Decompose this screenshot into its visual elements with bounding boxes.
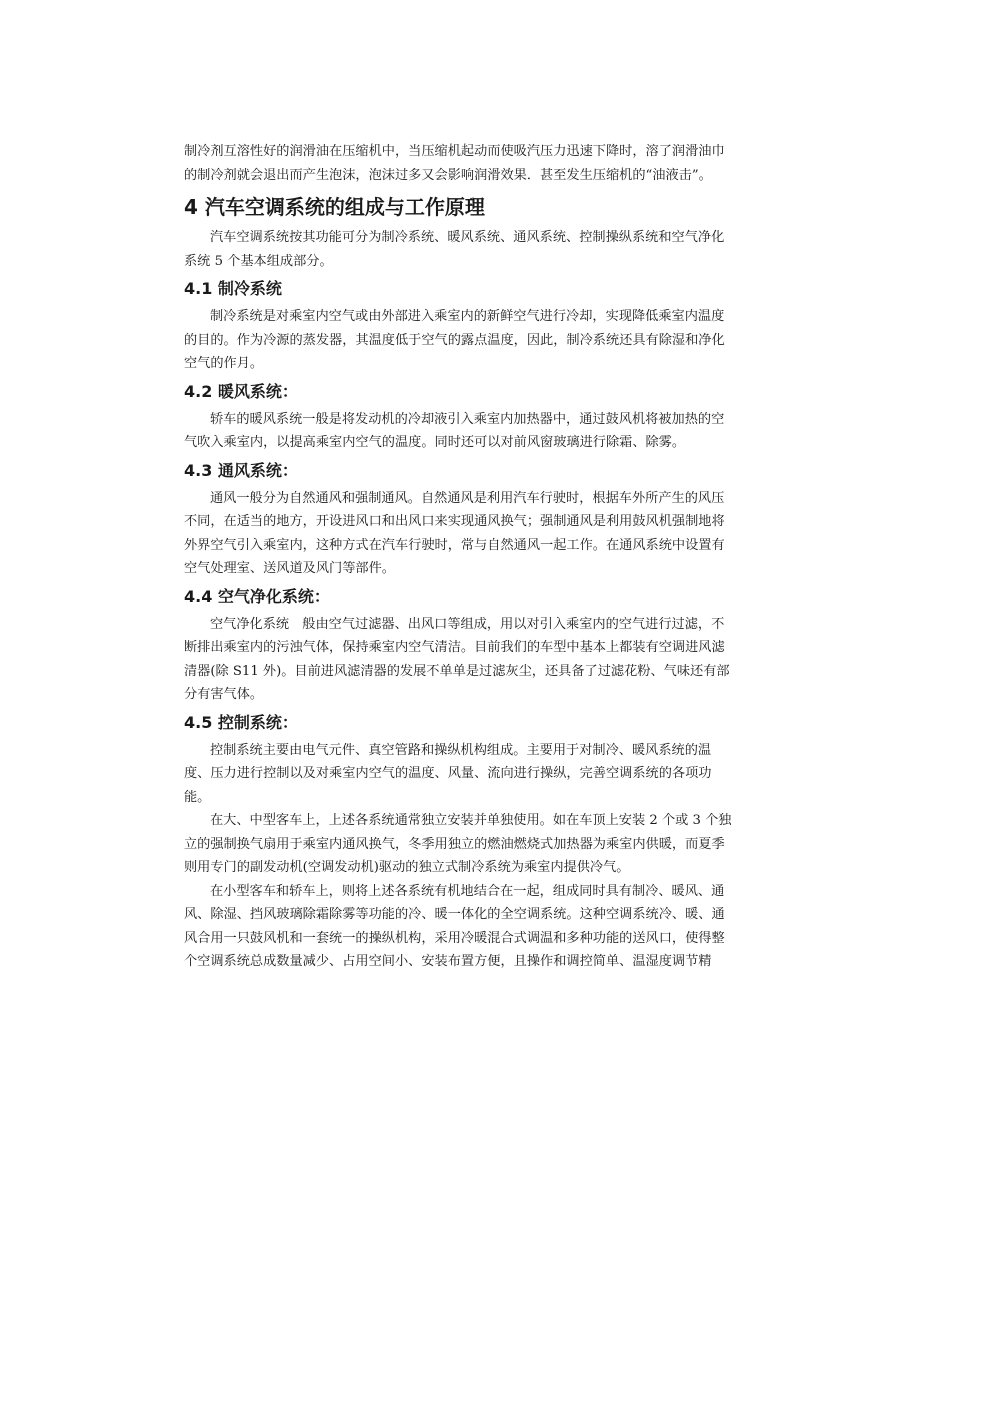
text-line: 控制系统主要由电气元件、真空管路和操纵机构组成。主要用于对制冷、暖风系统的温 xyxy=(210,742,712,758)
section-4-2-heading: 4.2 暖风系统： xyxy=(184,381,298,401)
text-line: 的制冷剂就会退出而产生泡沫，泡沫过多又会影响润滑效果．甚至发生压缩机的“油液击”。 xyxy=(184,167,712,183)
section-4-heading: 4 汽车空调系统的组成与工作原理 xyxy=(184,195,485,219)
text-line: 风合用一只鼓风机和一套统一的操纵机构，采用冷暖混合式调温和多种功能的送风口，使得整 xyxy=(184,930,725,946)
text-line: 风、除湿、挡风玻璃除霜除雾等功能的冷、暖一体化的全空调系统。这种空调系统冷、暖、通 xyxy=(184,907,725,922)
section-4-5-paragraph-1 xyxy=(184,739,758,810)
text-line: 空气的作月。 xyxy=(184,356,264,371)
section-4-3-heading: 4.3 通风系统： xyxy=(184,460,298,480)
text-line: 通风一般分为自然通风和强制通风。自然通风是利用汽车行驶时，根据车外所产生的风压 xyxy=(210,490,725,506)
section-4-4-paragraph xyxy=(184,613,758,707)
section-4-1-paragraph xyxy=(184,305,758,376)
text-line: 轿车的暖风系统一般是将发动机的冷却液引入乘室内加热器中，通过鼓风机将被加热的空 xyxy=(210,411,725,427)
text-line: 空气净化系统 般由空气过滤器、出风口等组成，用以对引入乘室内的空气进行过滤，不 xyxy=(210,616,725,632)
text-line: 在大、中型客车上，上述各系统通常独立安装并单独使用。如在车顶上安装 2 个或 3 个独 xyxy=(210,813,732,828)
text-line: 则用专门的副发动机(空调发动机)驱动的独立式制冷系统为乘室内提供冷气。 xyxy=(184,860,630,875)
text-line: 外界空气引入乘室内，这种方式在汽车行驶时，常与自然通风一起工作。在通风系统中设置有 xyxy=(184,537,725,553)
section-4-3-paragraph xyxy=(184,487,758,581)
intro-paragraph xyxy=(184,140,758,187)
text-line: 断排出乘室内的污浊气体，保持乘室内空气清洁。目前我们的车型中基本上都装有空调进风滤 xyxy=(184,640,725,655)
text-line: 气吹入乘室内，以提高乘室内空气的温度。同时还可以对前风窗玻璃进行除霜、除雾。 xyxy=(184,435,686,450)
text-line: 分有害气体。 xyxy=(184,687,264,702)
text-line: 清器(除 S11 外)。目前进风滤清器的发展不单单是过滤灰尘，还具备了过滤花粉、气味还有部 xyxy=(184,663,730,679)
section-4-4-heading: 4.4 空气净化系统： xyxy=(184,586,330,606)
section-4-paragraph xyxy=(184,226,758,273)
section-4-1-heading: 4.1 制冷系统 xyxy=(184,279,282,298)
section-4-5-paragraph-2 xyxy=(184,809,758,880)
text-line: 不同，在适当的地方，开设进风口和出风口来实现通风换气；强制通风是利用鼓风机强制地将 xyxy=(184,514,725,529)
text-line: 的目的。作为冷源的蒸发器，其温度低于空气的露点温度，因此，制冷系统还具有除湿和净化 xyxy=(184,332,725,348)
text-line: 系统 5 个基本组成部分。 xyxy=(184,253,333,269)
text-line: 制冷剂互溶性好的润滑油在压缩机中，当压缩机起动而使吸汽压力迅速下降时，溶了润滑油巾 xyxy=(184,144,725,159)
text-line: 在小型客车和轿车上，则将上述各系统有机地结合在一起，组成同时具有制冷、暖风、通 xyxy=(210,883,725,899)
section-4-2-paragraph xyxy=(184,408,758,455)
text-line: 能。 xyxy=(184,789,211,805)
text-line: 立的强制换气扇用于乘室内通风换气，冬季用独立的燃油燃烧式加热器为乘室内供暖，而夏季 xyxy=(184,836,725,852)
text-line: 度、压力进行控制以及对乘室内空气的温度、风量、流向进行操纵，完善空调系统的各项功 xyxy=(184,766,712,781)
text-line: 个空调系统总成数量减少、占用空间小、安装布置方便，且操作和调控简单、温湿度调节精 xyxy=(184,954,712,969)
document-page xyxy=(184,140,758,974)
section-4-5-paragraph-3 xyxy=(184,880,758,974)
section-4-5-heading: 4.5 控制系统： xyxy=(184,712,298,732)
text-line: 空气处理室、送风道及风门等部件。 xyxy=(184,561,395,576)
text-line: 汽车空调系统按其功能可分为制冷系统、暖风系统、通风系统、控制操纵系统和空气净化 xyxy=(210,230,725,245)
text-line: 制冷系统是对乘室内空气或由外部进入乘室内的新鲜空气进行冷却，实现降低乘室内温度 xyxy=(210,309,725,324)
